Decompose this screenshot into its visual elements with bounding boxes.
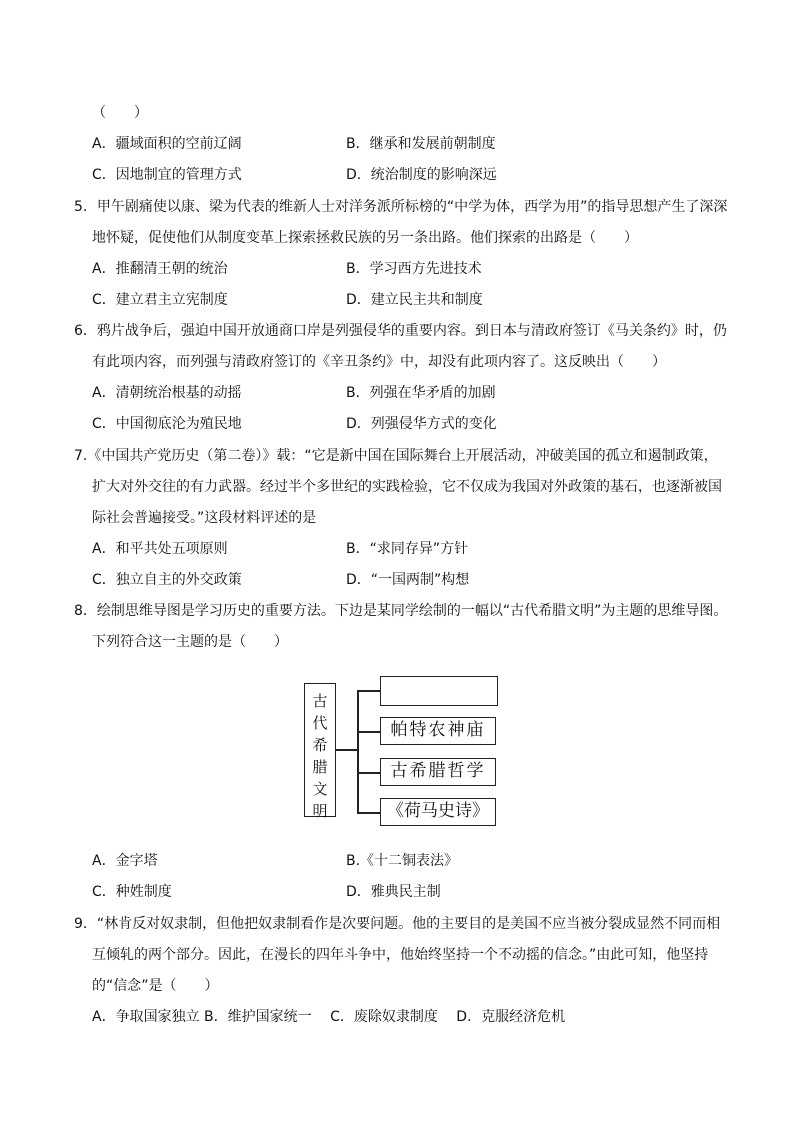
q6-option-a: A．清朝统治根基的动摇 <box>92 385 242 401</box>
mind-map-box-parthenon: 帕特农神庙 <box>380 717 496 745</box>
q8-stem-line1: 8．绘制思维导图是学习历史的重要方法。下边是某同学绘制的一幅以“古代希腊文明”为主题的思维导图。 <box>74 603 728 619</box>
q5-option-d: D．建立民主共和制度 <box>346 292 483 308</box>
mind-map-connector <box>357 731 380 733</box>
q5-stem-line2: 地怀疑，促使他们从制度变革上探索拯救民族的另一条出路。他们探索的出路是（ ） <box>92 230 638 246</box>
q6-option-b: B．列强在华矛盾的加剧 <box>346 385 496 401</box>
mind-map-root-char: 明 <box>312 802 328 820</box>
q7-option-d: D．“一国两制”构想 <box>346 572 470 588</box>
mind-map-blank-box <box>380 676 498 706</box>
q6-stem-line2: 有此项内容，而列强与清政府签订的《辛丑条约》中，却没有此项内容了。这反映出（ ） <box>92 354 666 370</box>
q7-option-a: A．和平共处五项原则 <box>92 541 228 557</box>
q4-option-c: C．因地制宜的管理方式 <box>92 167 242 183</box>
q9-stem-line2: 互倾轧的两个部分。因此，在漫长的四年斗争中，他始终坚持一个不动摇的信念。”由此可知，他坚持 <box>92 947 709 963</box>
mind-map-root-char: 腊 <box>312 758 328 776</box>
q7-stem-line3: 际社会普遍接受。”这段材料评述的是 <box>92 510 317 526</box>
q9-stem-line1: 9．“林肯反对奴隶制，但他把奴隶制看作是次要问题。他的主要目的是美国不应当被分裂成显然不同而相 <box>74 916 721 932</box>
q5-option-b: B．学习西方先进技术 <box>346 261 482 277</box>
q7-stem-line1: 7.《中国共产党历史（第二卷）》载：“它是新中国在国际舞台上开展活动，冲破美国的孤立和遏制政策， <box>74 448 718 464</box>
mind-map-connector <box>357 812 380 814</box>
mind-map-connector <box>357 772 380 774</box>
q5-option-a: A．推翻清王朝的统治 <box>92 261 228 277</box>
mind-map-root-char: 文 <box>312 780 328 798</box>
q7-stem-line2: 扩大对外交往的有力武器。经过半个多世纪的实践检验，它不仅成为我国对外政策的基石，也逐渐被国 <box>92 479 722 495</box>
q6-option-c: C．中国彻底沦为殖民地 <box>92 416 242 432</box>
q5-stem-line1: 5．甲午剧痛使以康、梁为代表的维新人士对洋务派所标榜的“中学为体，西学为用”的指导思想产生了深深 <box>74 199 728 215</box>
q8-option-d: D．雅典民主制 <box>346 884 441 900</box>
q4-option-a: A．疆域面积的空前辽阔 <box>92 136 242 152</box>
mind-map-root <box>304 683 336 820</box>
mind-map-root-char: 古 <box>312 692 328 710</box>
mind-map-connector <box>357 690 359 813</box>
q6-stem-line1: 6．鸦片战争后，强迫中国开放通商口岸是列强侵华的重要内容。到日本与清政府签订《马关条约》时，仍 <box>74 323 727 339</box>
q7-option-c: C．独立自主的外交政策 <box>92 572 242 588</box>
q9-stem-line3: 的“信念”是（ ） <box>92 978 219 994</box>
q8-stem-line2: 下列符合这一主题的是（ ） <box>92 634 288 650</box>
q9-options: A．争取国家独立 B．维护国家统一 C．废除奴隶制度 D．克服经济危机 <box>92 1009 566 1025</box>
mind-map-root-char: 希 <box>312 736 328 754</box>
q8-option-a: A．金字塔 <box>92 853 158 869</box>
q5-option-c: C．建立君主立宪制度 <box>92 292 228 308</box>
q6-option-d: D．列强侵华方式的变化 <box>346 416 497 432</box>
q4-paren: （ ） <box>92 105 148 121</box>
q4-option-d: D．统治制度的影响深远 <box>346 167 497 183</box>
mind-map-box-homer: 《荷马史诗》 <box>380 798 496 826</box>
q8-option-c: C．种姓制度 <box>92 884 172 900</box>
q8-option-b: B.《十二铜表法》 <box>346 853 459 869</box>
mind-map-box-philosophy: 古希腊哲学 <box>380 758 496 786</box>
q7-option-b: B．“求同存异”方针 <box>346 541 469 557</box>
mind-map-root-char: 代 <box>312 714 328 732</box>
mind-map-connector <box>357 690 380 692</box>
mind-map-connector <box>336 749 358 751</box>
q4-option-b: B．继承和发展前朝制度 <box>346 136 496 152</box>
